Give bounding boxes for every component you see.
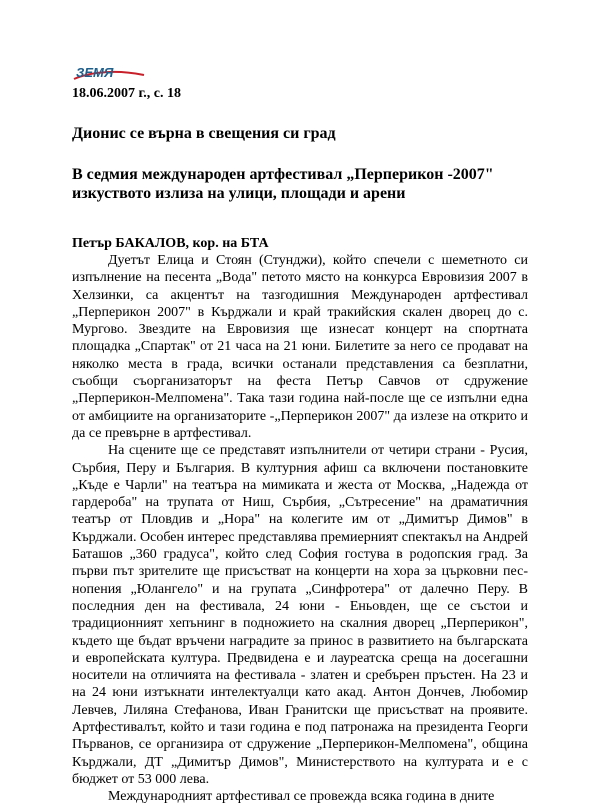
article-subtitle: В седмия международен артфестивал „Перперикон -2007" изкуството излиза на улици, площади и арени: [72, 166, 494, 202]
article-paragraph: Международният артфестивал се провежда всяка година в дните: [108, 789, 495, 805]
dateline: 18.06.2007 г., с. 18: [72, 86, 181, 101]
zemya-newspaper-logo: [72, 62, 146, 84]
article-title: Дионис се върна в свещения си град: [72, 125, 336, 142]
article-body: [72, 252, 528, 806]
logo-text: ЗЕМЯ: [76, 65, 114, 80]
article-paragraph: Дуетът Елица и Стоян (Стунджи), който спечели с шеметното си изпълнение на песента „Вода" петото място на конкурса Евровизия 2007 в Хелзинки, са акцентът на тазгодишния Международен артфестивал „Перперикон 2007" в Кърджали и край тракийския скален дворец до с. Мургово. Звездите на Евровизия ще изнесат концерт на спортната площадка „Спартак" от 21 часа на 21 юни. Билетите за него се продават на няколко места в града, всички останали представления са безплатни, съобщи съорганизаторът на феста Петър Савчов от сдружение „Перперикон-Мелпомена". Така тази година най-после ще се изпълни една от амбициите на организаторите -„Перперикон 2007" да излезе на открито и да се превърне в артфестивал.: [72, 253, 528, 441]
article-paragraph: На сцените ще се представят изпълнители от четири страни - Русия, Сърбия, Перу и България. В културния афиш са включени постановките „Къде е Чарли" на театъра на мимиката и жеста от Москва, „Надежда от гардероба" на трупата от Ниш, Сърбия, „Сътресение" на драматичния театър от Пловдив и „Нора" на колегите им от „Димитър Димов" в Кърджали. Особен интерес представлява премиерният спектакъл на Андрей Баташов „360 градуса", който след София гостува в родопския град. За първи път зрителите ще присъстват на концерти на хора за църковни пес-нопения „Юлангело" и на групата „Синфротера" от далечно Перу. В последния ден на фестивала, 24 юни - Еньовден, ще се състои и традиционният хепънинг в подножието на скалния дворец „Перперикон", където ще бъдат връчени наградите за принос в развитието на българската и европейската култура. Предвидена е и лауреатска среща на досегашни носители на отличията на фестивала - златен и сребърен пръстен. На 23 и на 24 юни изтъкнати интелектуалци като акад. Антон Дончев, Любомир Левчев, Лиляна Стефанова, Иван Гранитски ще присъстват на проявите. Артфестивалът, който и тази година е под патронажа на президента Георги Първанов, се организира от сдружение „Перперикон-Мелпомена", община Кърджали, ДТ „Димитър Димов", Министерството на културата и е с бюджет от 53 000 лева.: [72, 443, 528, 787]
document-page: [72, 62, 528, 806]
article-byline: Петър БАКАЛОВ, кор. на БТА: [72, 236, 269, 251]
